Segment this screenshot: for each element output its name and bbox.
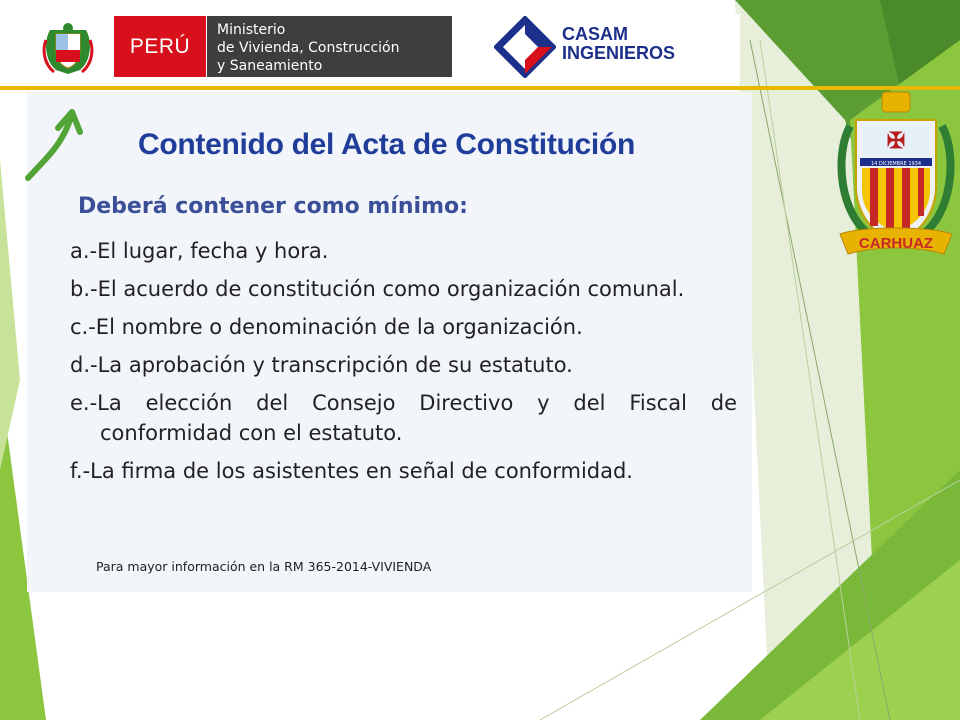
- slide-title: Contenido del Acta de Constitución: [138, 128, 636, 161]
- list-item: c.-El nombre o denominación de la organización.: [70, 315, 583, 339]
- ministry-name: [206, 16, 452, 77]
- ministry-line-1: Ministerio: [217, 22, 286, 38]
- slide-subtitle: Deberá contener como mínimo:: [78, 194, 468, 219]
- list-item: a.-El lugar, fecha y hora.: [70, 239, 329, 263]
- ministry-logo: [114, 16, 452, 77]
- gold-divider: [0, 86, 960, 90]
- requirements-list: [70, 236, 737, 494]
- list-item: e.-La elección del Consejo Directivo y del Fiscal de conformidad con el estatuto.: [70, 391, 737, 445]
- list-item: b.-El acuerdo de constitución como organización comunal.: [70, 277, 685, 301]
- peru-shield-icon: [38, 20, 98, 76]
- reference-note: Para mayor información en la RM 365-2014-VIVIENDA: [96, 559, 432, 574]
- svg-text:✠: ✠: [886, 128, 906, 153]
- casam-line-2: INGENIEROS: [562, 43, 676, 63]
- ministry-line-2: de Vivienda, Construcción: [217, 40, 400, 56]
- crest-ribbon: 14 DICIEMBRE 1934: [870, 161, 922, 167]
- peru-label: PERÚ: [114, 16, 206, 77]
- list-item: f.-La firma de los asistentes en señal de conformidad.: [70, 459, 633, 483]
- list-item: d.-La aprobación y transcripción de su estatuto.: [70, 353, 573, 377]
- curved-arrow-icon: [24, 104, 88, 184]
- carhuaz-crest-icon: [832, 86, 960, 270]
- casam-line-1: CASAM: [562, 24, 628, 44]
- crest-banner: CARHUAZ: [858, 235, 934, 252]
- casam-logo-icon: [494, 16, 556, 78]
- ministry-line-3: y Saneamiento: [217, 58, 323, 74]
- casam-name: [562, 25, 675, 63]
